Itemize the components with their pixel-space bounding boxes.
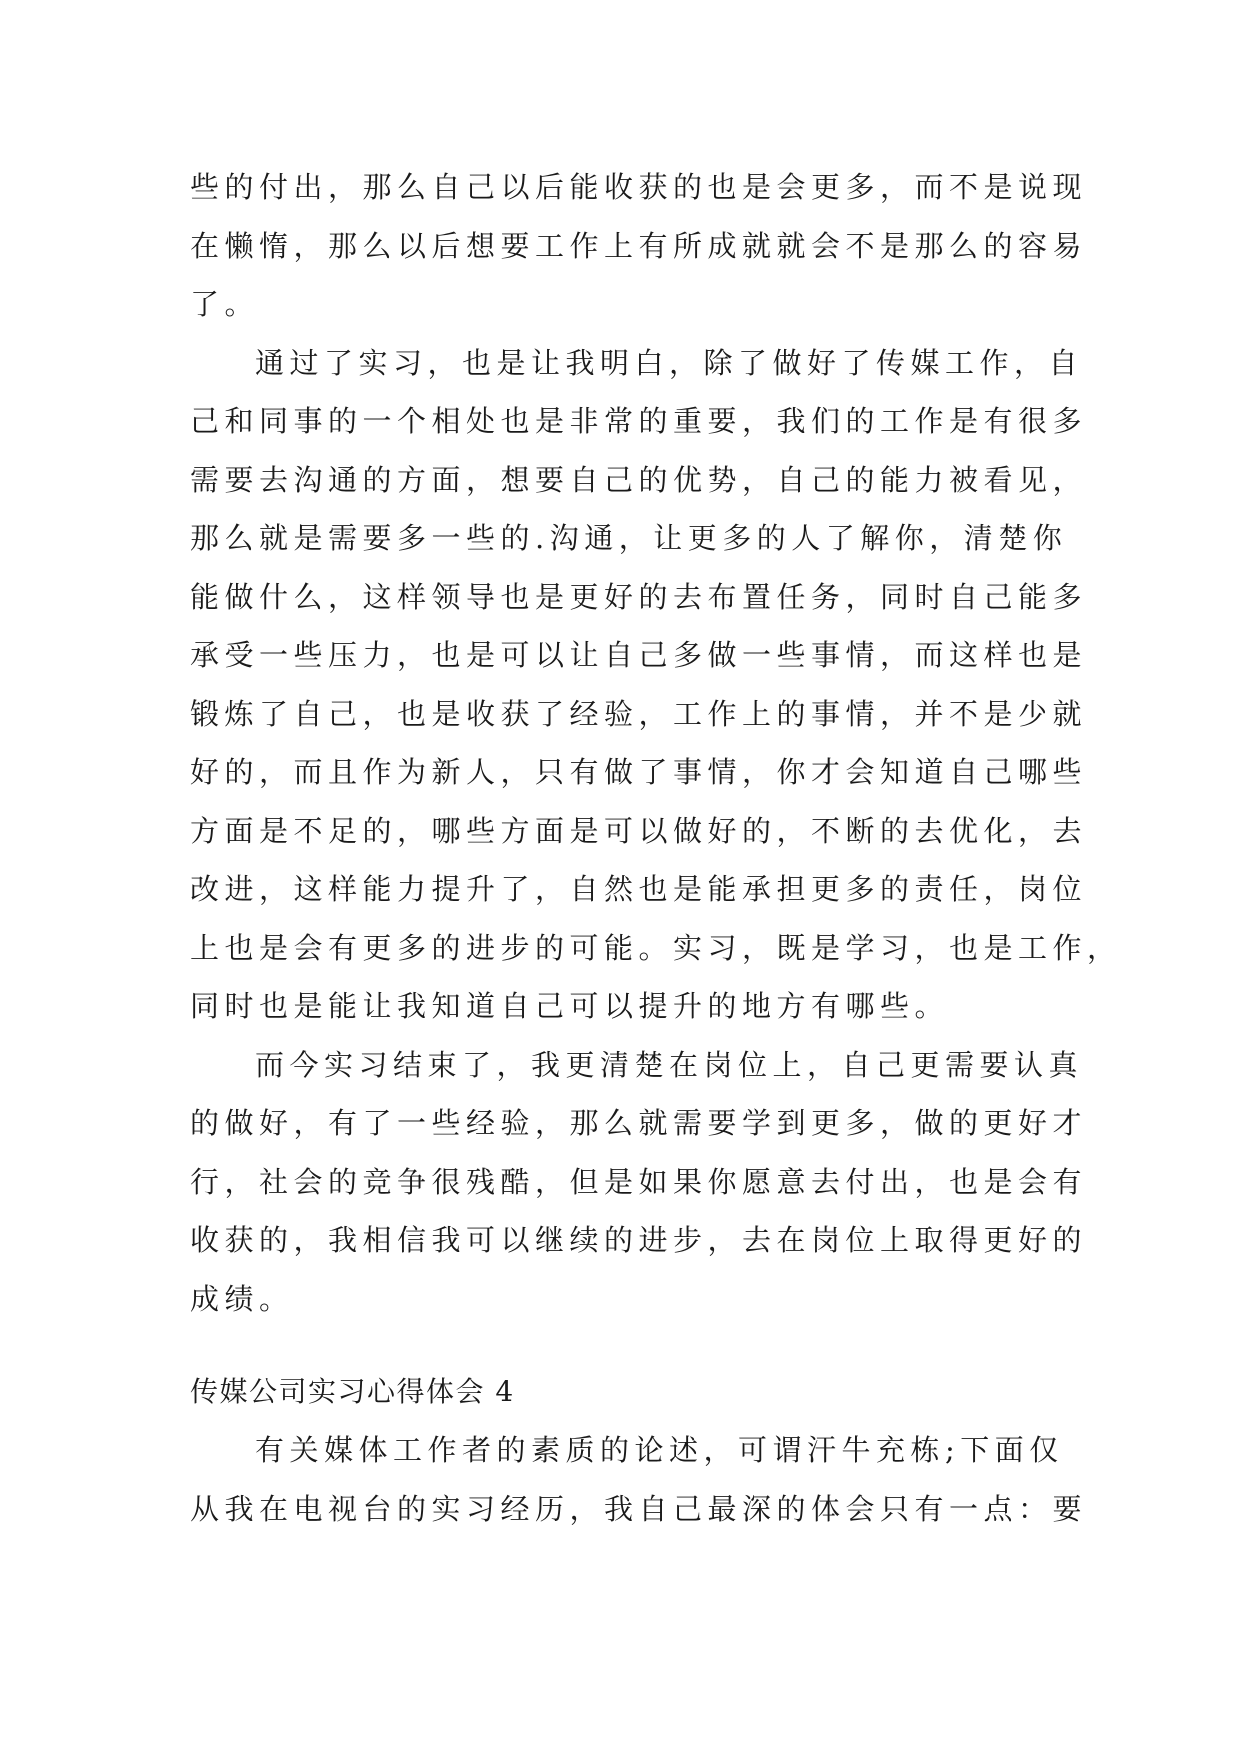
text-line: 改进，这样能力提升了，自然也是能承担更多的责任，岗位: [190, 872, 1088, 906]
text-line: 成绩。: [190, 1281, 294, 1316]
text-line: 收获的，我相信我可以继续的进步，去在岗位上取得更好的: [190, 1223, 1088, 1257]
text-line: 些的付出，那么自己以后能收获的也是会更多，而不是说现: [190, 170, 1088, 204]
text-line: 上也是会有更多的进步的可能。实习，既是学习，也是工作，: [190, 930, 1122, 965]
text-line: 的做好，有了一些经验，那么就需要学到更多，做的更好才: [190, 1106, 1088, 1140]
text-line: 好的，而且作为新人，只有做了事情，你才会知道自己哪些: [190, 755, 1088, 789]
document-page: [190, 158, 1122, 1538]
text-line: 同时也是能让我知道自己可以提升的地方有哪些。: [190, 989, 950, 1023]
section-heading: 传媒公司实习心得体会 4: [190, 1375, 515, 1408]
text-line: 己和同事的一个相处也是非常的重要，我们的工作是有很多: [190, 404, 1088, 438]
paragraph-section-intro: [190, 1421, 1088, 1538]
paragraph-internship-lessons: [190, 334, 1122, 1036]
text-line: 在懒惰，那么以后想要工作上有所成就就会不是那么的容易: [190, 228, 1088, 263]
paragraph-conclusion: [190, 1036, 1088, 1329]
text-line: 那么就是需要多一些的.沟通，让更多的人了解你，清楚你: [190, 521, 1068, 555]
text-line: 承受一些压力，也是可以让自己多做一些事情，而这样也是: [190, 638, 1088, 672]
text-line: 通过了实习，也是让我明白，除了做好了传媒工作，自: [255, 345, 1084, 380]
text-line: 行，社会的竞争很残酷，但是如果你愿意去付出，也是会有: [190, 1164, 1088, 1199]
text-line: 方面是不足的，哪些方面是可以做好的，不断的去优化，去: [190, 813, 1088, 848]
text-line: 需要去沟通的方面，想要自己的优势，自己的能力被看见，: [190, 462, 1088, 497]
paragraph-continued: [190, 158, 1088, 334]
text-line: 锻炼了自己，也是收获了经验，工作上的事情，并不是少就: [190, 696, 1088, 731]
text-line: 从我在电视台的实习经历，我自己最深的体会只有一点：要: [190, 1491, 1088, 1526]
text-line: 有关媒体工作者的素质的论述，可谓汗牛充栋;下面仅: [255, 1433, 1064, 1467]
text-line: 能做什么，这样领导也是更好的去布置任务，同时自己能多: [190, 579, 1088, 614]
text-line: 了。: [190, 287, 260, 321]
text-line: 而今实习结束了，我更清楚在岗位上，自己更需要认真: [255, 1047, 1084, 1082]
